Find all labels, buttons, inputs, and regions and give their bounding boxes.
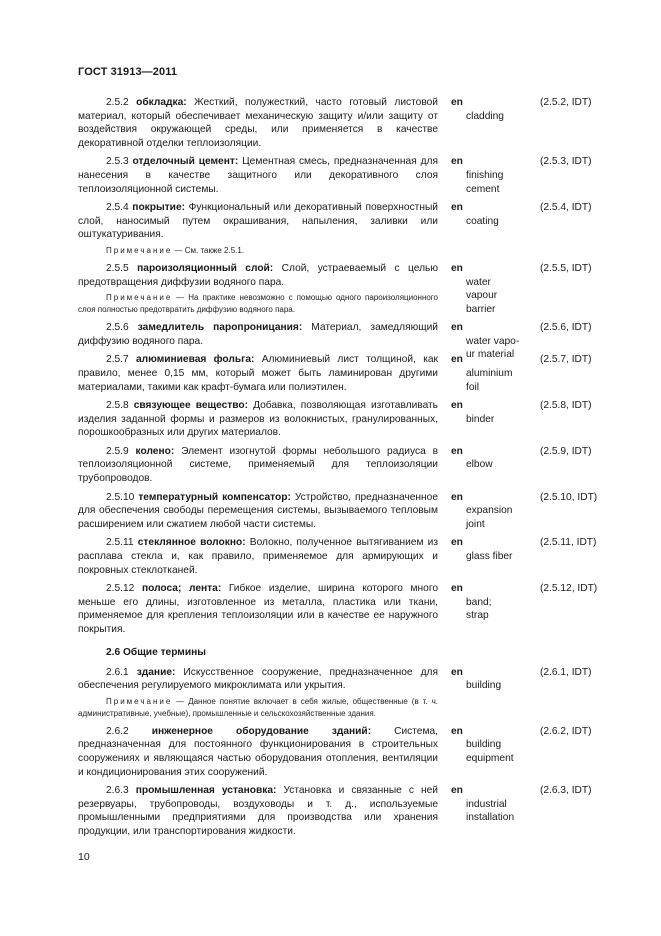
standard-reference: (2.5.3, IDT) [540,156,592,168]
term-name: стеклянное волокно: [137,537,246,549]
term-text: Жесткий, полужесткий, часто готовый листовой материал, который обеспечивает механическую защиту и/или защиту от воздействия окружающей среды, или применяется в качестве декоративной отделки теплоизоляции. [78,97,438,149]
english-term-word: cement [466,183,500,195]
term-number: 2.5.11 [106,537,134,549]
note-text: — Данное понятие включает в себя жилые, общественные (в т. ч. административные, учебные), промышленные и сельскохозяйственные здания. [78,696,438,718]
term-number: 2.5.6 [106,322,129,334]
standard-reference: (2.6.2, IDT) [540,725,592,737]
term-definition [78,155,438,196]
english-term-word: water vapo- [466,335,520,347]
standard-reference: (2.5.9, IDT) [540,445,592,457]
term-name: пароизоляционный слой: [137,262,274,274]
english-term-word: strap [466,610,489,622]
note-text: — На практике невозможно с помощью одного пароизоляционного слоя полностью предотвратить диффузию водяного пара. [78,293,438,315]
language-tag: en [451,445,463,457]
term-name: замедлитель паропроницания: [137,322,303,334]
english-equivalent [451,784,521,825]
term-entry [78,399,608,440]
language-tag: en [451,583,463,595]
english-equivalent [451,582,521,623]
english-term-word: foil [466,381,480,393]
note-label: Примечание [106,293,173,303]
term-name: инженерное оборудование зданий: [151,725,372,737]
language-tag: en [451,725,463,737]
english-equivalent [451,536,521,563]
language-tag: en [451,400,463,412]
language-tag: en [451,156,463,168]
term-number: 2.5.12 [106,583,135,595]
term-name: алюминиевая фольга: [135,354,255,366]
english-equivalent [451,96,521,123]
standard-reference: (2.5.4, IDT) [540,202,592,214]
term-entry [78,582,608,636]
term-name: отделочный цемент: [132,156,239,168]
english-equivalent [451,399,521,426]
terms-list [78,96,608,839]
term-text: Функциональный или декоративный поверхностный слой, наносимый путем окрашивания, напыления, заливки или оштукатуривания. [78,202,438,241]
standard-reference: (2.5.6, IDT) [540,322,592,334]
term-number: 2.5.4 [106,202,129,214]
term-text: Слой, устраеваемый с целью предотвращения диффузии водяного пара. [78,262,439,288]
language-tag: en [451,491,463,503]
term-entry [78,353,608,394]
english-equivalent [451,353,521,394]
english-term-word: expansion [466,505,513,517]
english-term-word: aluminium [466,367,513,379]
english-term-word: industrial [466,798,507,810]
term-text: Материал, замедляющий диффузию водяного пара. [78,322,438,347]
english-term-word: ur material [466,349,515,361]
term-number: 2.5.8 [106,400,129,412]
english-term-word: vapour [466,290,498,302]
term-entry [78,155,608,196]
term-note [78,292,438,316]
term-definition [78,784,438,838]
english-term-word: joint [466,518,485,530]
term-definition [78,445,438,486]
standard-reference: (2.5.2, IDT) [540,97,592,108]
english-term-word: band; [466,596,492,608]
language-tag: en [451,322,463,334]
standard-reference: (2.6.1, IDT) [540,666,592,678]
term-text: Алюминиевый лист толщиной, как правило, менее 0,15 мм, который может быть ламинирован другими материалами, такими как крафт-бумага или полиэтилен. [78,354,439,393]
term-number: 2.5.3 [106,156,129,168]
term-name: связующее вещество: [133,400,249,412]
english-term-word: barrier [466,303,496,315]
english-term-word: binder [466,413,495,425]
standard-reference: (2.5.10, IDT) [540,491,598,503]
language-tag: en [451,537,463,549]
term-definition [78,353,438,394]
term-text: Система, предназначенная для постоянного функционирования в строительных сооружениях и являющаяся частью оборудования отопления, вентиляции и кондиционирования этих сооружений. [78,725,438,778]
english-term-word: finishing [466,169,504,181]
language-tag: en [451,666,463,678]
english-equivalent [451,445,521,472]
term-number: 2.5.9 [106,445,129,457]
standard-reference: (2.5.8, IDT) [540,400,592,412]
english-equivalent [451,725,521,766]
language-tag: en [451,202,463,214]
term-text: Гибкое изделие, ширина которого много меньше его длины, изготовленное из металла, пластика или ткани, применяемое для крепления теплоизоляции или в качестве ее наружного покрытия. [78,583,438,635]
term-entry [78,262,608,316]
term-number: 2.5.10 [106,491,135,503]
page-number: 10 [78,851,90,863]
term-text: Элемент изогнутой формы небольшого радиуса в теплоизоляционной системе, применяемый для теплоизоляции трубопроводов. [78,445,438,485]
note-label: Примечание [106,245,173,255]
english-term-word: cladding [466,110,504,122]
english-equivalent [451,262,521,316]
english-term-word: installation [466,812,515,824]
term-entry [78,536,608,577]
standard-reference: (2.5.7, IDT) [540,354,592,366]
term-entry [78,725,608,779]
standard-reference: (2.5.5, IDT) [540,262,592,274]
standard-reference: (2.5.12, IDT) [540,583,598,595]
term-entry [78,445,608,486]
term-text: Цементная смесь, предназначенная для нанесения в качестве защитного или декоративного слоя теплоизоляционной системы. [78,156,438,195]
term-name: обкладка: [136,97,187,108]
term-name: здание: [136,666,176,678]
section-title: 2.6 Общие термины [106,646,206,658]
term-name: колено: [135,445,175,457]
term-definition [78,201,438,242]
term-number: 2.5.2 [106,97,129,108]
note-label: Примечание [106,696,173,706]
english-term-word: building [466,680,502,692]
language-tag: en [451,785,463,797]
term-number: 2.6.3 [106,785,129,797]
term-definition [78,536,438,577]
english-term-word: water [466,276,491,288]
term-name: промышленная установка: [135,785,277,797]
term-definition [78,399,438,440]
term-number: 2.6.1 [106,666,129,678]
english-term-word: coating [466,215,499,227]
term-note [78,696,438,720]
term-entry [78,666,608,720]
term-text: Устройство, предназначенное для обеспечения свободы перемещения системы, вызываемого тепловым расширением или сжатием любой части системы. [78,491,439,530]
term-definition [78,491,438,532]
language-tag: en [451,262,463,274]
term-definition [78,666,438,693]
language-tag: en [451,354,463,366]
term-number: 2.5.5 [106,262,129,274]
language-tag: en [451,97,463,108]
term-note [78,245,438,257]
standard-reference: (2.5.11, IDT) [540,537,597,549]
term-entry [78,201,608,257]
document-header: ГОСТ 31913—2011 [78,66,178,78]
term-text: Волокно, полученное вытягиванием из расплава стекла и, как правило, применяемое для армирующих и покровных стеклотканей. [78,537,438,576]
note-text: — См. также 2.5.1. [172,245,245,255]
english-equivalent [451,666,521,693]
english-term-word: elbow [466,459,493,471]
term-entry [78,784,608,838]
term-definition [78,582,438,636]
english-term-word: building [466,739,502,751]
term-number: 2.6.2 [106,725,129,737]
standard-reference: (2.6.3, IDT) [540,785,592,797]
term-name: покрытие: [132,202,186,214]
term-number: 2.5.7 [106,354,129,366]
term-definition [78,96,438,150]
term-definition [78,725,438,779]
english-equivalent [451,201,521,228]
term-definition [78,262,438,289]
english-term-word: equipment [466,752,514,764]
term-entry [78,491,608,532]
term-text: Установка и связанные с ней резервуары, трубопроводы, воздуховоды и т. д., используемые промышленными предприятиями для производства или хранения продукции, или транспортирования жидкости. [78,785,438,837]
english-equivalent [451,491,521,532]
term-name: полоса; лента: [141,583,222,595]
term-definition [78,321,438,348]
term-text: Искусственное сооружение, предназначенное для обеспечения регулируемого микроклимата или укрытия. [78,666,438,692]
term-entry [78,96,608,150]
english-term-word: glass fiber [466,551,513,563]
term-name: температурный компенсатор: [138,491,291,503]
term-text: Добавка, позволяющая изготавливать изделия заданной формы и размеров из волокнистых, гранулированных, порошкообразных или других материалов. [78,400,438,439]
english-equivalent [451,155,521,196]
